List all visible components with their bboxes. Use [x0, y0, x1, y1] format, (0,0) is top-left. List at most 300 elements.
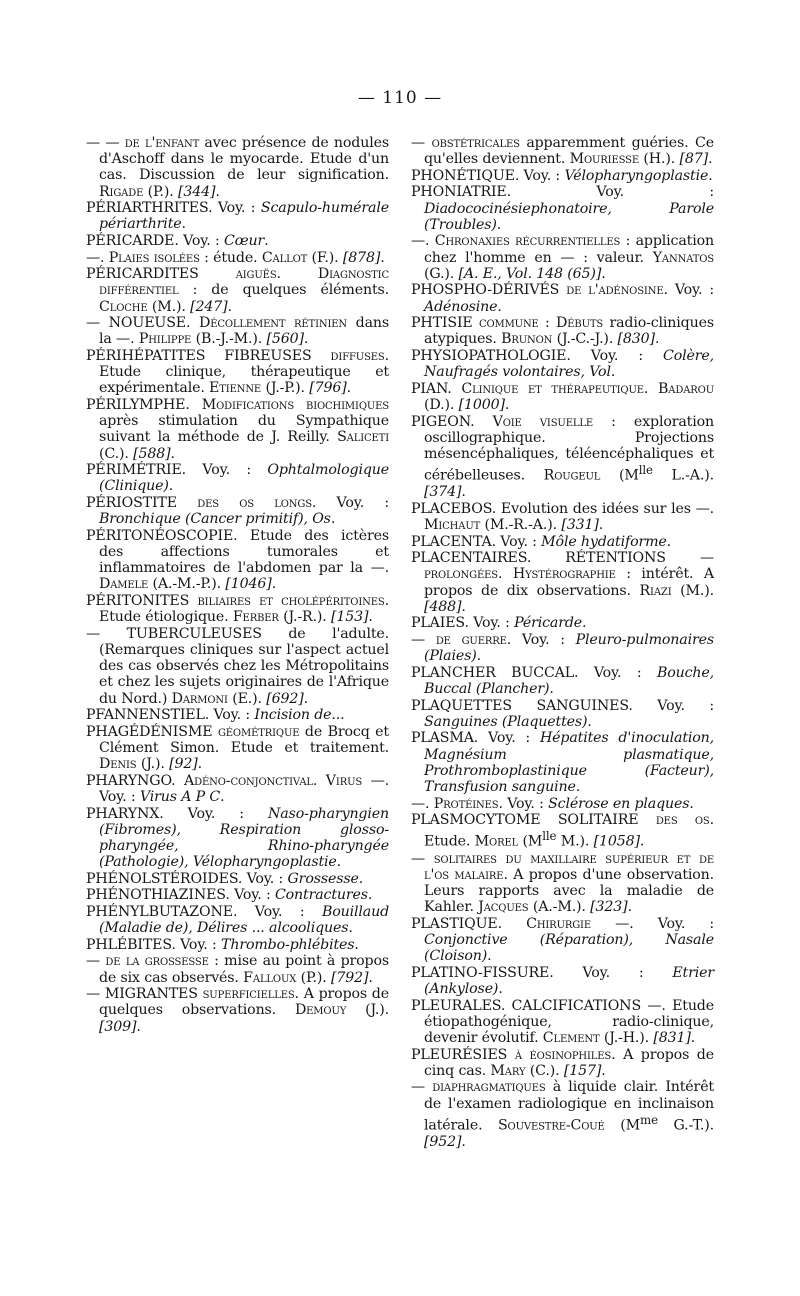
entry-text: . — [367, 887, 373, 904]
entry-text: . — [666, 533, 672, 550]
entry-text: PÉRICARDITES — [86, 266, 236, 283]
entry-text: Chirurgie — [526, 915, 592, 932]
index-entry — [86, 397, 389, 462]
index-entry — [411, 615, 714, 631]
entry-reference: Môle hydatiforme — [541, 533, 667, 550]
entry-reference: [952] — [424, 1133, 462, 1150]
entry-text: PLAQUETTES SANGUINES. Voy. : — [411, 697, 714, 714]
entry-text: . Voy. : — [506, 631, 576, 648]
index-entry — [411, 135, 714, 167]
entry-text: me — [640, 1112, 658, 1127]
index-entry — [86, 348, 389, 397]
entry-text: . — [575, 778, 581, 795]
entry-text: . — [181, 216, 186, 233]
entry-reference: Grossesse — [287, 870, 359, 887]
entry-text: (M.-R.-A.). — [480, 516, 562, 533]
entry-text: PHONÉTIQUE. Voy. : — [411, 167, 565, 184]
entry-text: (M.). — [147, 298, 191, 315]
entry-reference: Cœur — [223, 233, 265, 249]
entry-reference: [488] — [424, 598, 462, 615]
entry-text: — — [411, 850, 434, 867]
entry-text: PHÉNOTHIAZINES. Voy. : — [86, 887, 275, 904]
entry-text: Mary — [490, 1062, 526, 1079]
index-entry — [86, 266, 389, 315]
entry-text: (P.). — [296, 969, 331, 986]
entry-reference: [692] — [266, 690, 304, 707]
entry-text: Darmoni — [171, 690, 228, 707]
entry-text: Protéines — [433, 795, 499, 812]
entry-text: (H.). — [639, 151, 680, 168]
index-entry — [86, 315, 389, 347]
index-entry — [86, 724, 389, 773]
entry-text: —. — [411, 233, 435, 250]
entry-reference: Pleuro-pulmonaires (Plaies) — [424, 631, 714, 665]
entry-reference: [309] — [99, 1018, 137, 1035]
index-entry — [86, 528, 389, 593]
index-entry — [411, 1079, 714, 1150]
entry-text: . A propos de quelques observations. — [99, 986, 389, 1019]
entry-text: (C.). — [99, 445, 134, 462]
entry-text: (B.-J.-M.). — [191, 331, 267, 348]
index-entry — [411, 282, 714, 314]
entry-text: . — [220, 788, 225, 805]
entry-text: lle — [638, 463, 653, 478]
entry-reference: [247] — [190, 298, 228, 315]
entry-text: — — [86, 953, 106, 970]
entry-text: . — [227, 298, 232, 315]
entry-text: —. — [411, 795, 434, 812]
entry-text: PIGEON. — [411, 413, 493, 430]
entry-text: . — [461, 1133, 466, 1150]
index-entry — [86, 773, 389, 805]
entry-reference: [157] — [563, 1062, 602, 1079]
entry-text: —. — [86, 249, 109, 266]
entry-reference: Bouche, Buccal (Plancher) — [424, 664, 714, 697]
entry-reference: [560] — [266, 331, 304, 348]
entry-text: Adéno-conjonctival. Virus — [184, 772, 363, 789]
entry-text: . A propos d'une observation. Leurs rapports avec la maladie de Kahler. — [424, 866, 714, 916]
index-entry — [411, 414, 714, 501]
entry-text: (A.-M.). — [528, 899, 591, 916]
index-entry — [411, 550, 714, 615]
index-entry — [86, 806, 389, 871]
entry-text: de Brocq et Clément Simon. Etude et traitement. — [99, 723, 389, 756]
entry-text: Etienne — [209, 380, 262, 397]
entry-text: des os longs — [197, 494, 312, 511]
entry-text: . — [303, 690, 309, 707]
entry-text: . A propos de cinq cas. — [424, 1046, 714, 1079]
entry-text: Riazi — [639, 582, 672, 599]
entry-text: . — [582, 615, 587, 632]
entry-text: de guerre — [435, 631, 507, 648]
entry-text: G.-T.). — [657, 1117, 714, 1134]
entry-text: à éosinophiles — [514, 1046, 612, 1063]
entry-text: Plaies isolées — [108, 249, 200, 266]
entry-text: : exploration oscillographique. Projections mésencéphaliques, téléencéphaliques et cérébelleuses. — [424, 413, 714, 484]
entry-text: PLASMOCYTOME SOLITAIRE — [411, 812, 656, 829]
entry-text: Cloche — [99, 298, 148, 315]
entry-text: Mouriesse — [569, 151, 640, 168]
entry-text: PÉRIHÉPATITES FIBREUSES — [86, 347, 331, 364]
entry-text: . — [598, 516, 604, 533]
index-entry — [86, 887, 389, 903]
entry-reference: [588] — [133, 445, 171, 462]
entry-text: PLACENTAIRES. RÉTENTIONS — — [411, 550, 714, 567]
entry-text: . — [690, 1030, 696, 1047]
entry-text: Décollement rétinien — [198, 315, 348, 332]
index-entry — [411, 168, 714, 184]
entry-text: . Voy. : — [663, 282, 714, 299]
entry-text: PLAIES. Voy. : — [411, 615, 515, 632]
entry-text: PHARYNGO. — [86, 772, 185, 789]
right-column — [411, 135, 714, 1150]
entry-reference: Vélopharyngoplastie — [564, 167, 709, 184]
entry-reference: Etrier (Ankylose) — [424, 964, 714, 998]
entry-text: . — [504, 396, 510, 413]
index-entry — [411, 730, 714, 795]
entry-text: . — [498, 981, 503, 998]
entry-text: (M.). — [671, 582, 714, 599]
entry-text: Jacques — [478, 899, 529, 916]
entry-text: de l'enfant — [124, 135, 200, 151]
entry-reference: Incision de... — [254, 707, 345, 724]
entry-text: . — [358, 870, 364, 887]
entry-text: L.-A.). — [652, 467, 714, 484]
entry-text: Souvestre-Coué — [497, 1117, 605, 1134]
entry-text: — — — [86, 135, 125, 151]
entry-text: PLASTIQUE. — [411, 915, 527, 932]
entry-text: . — [497, 298, 502, 315]
entry-text: obstétricales — [431, 135, 520, 151]
entry-text: . — [368, 969, 373, 986]
entry-text: (J.). — [136, 756, 170, 773]
index-entry — [411, 812, 714, 850]
entry-reference: Virus A P C — [139, 788, 221, 805]
entry-reference: [92] — [169, 756, 198, 773]
entry-reference: [878] — [342, 249, 381, 266]
entry-text: . — [461, 598, 466, 615]
entry-text: biliaires et cholépéritoines — [197, 592, 385, 609]
entry-text: (G.). — [424, 265, 459, 282]
entry-text: : intérêt. A propos de dix observations. — [424, 566, 714, 599]
entry-text: PLASMA. Voy. : — [411, 730, 540, 747]
entry-text: PHARYNX. Voy. : — [86, 805, 268, 822]
entry-text: PHONIATRIE. Voy. : — [411, 184, 714, 201]
index-entry — [411, 348, 714, 380]
index-entry — [86, 200, 389, 232]
entry-text: Falloux — [243, 969, 297, 986]
entry-text: (M — [518, 834, 543, 851]
entry-text: PHÉNYLBUTAZONE. Voy. : — [86, 903, 322, 920]
entry-reference: [A. E., Vol. 148 (65)] — [458, 265, 602, 282]
entry-text: Brunon — [501, 331, 553, 348]
entry-reference: Scapulo-humérale périarthrite — [99, 200, 389, 233]
entry-text: . Voy. : — [498, 795, 549, 812]
entry-text: diffuses — [330, 347, 385, 364]
entry-text: (J.-H.). — [599, 1030, 654, 1047]
index-entry — [411, 998, 714, 1047]
entry-reference: Bronchique (Cancer primitif), Os — [99, 511, 331, 528]
entry-reference: [344] — [178, 183, 216, 200]
entry-text: avec présence de nodules d'Aschoff dans le myocarde. Etude d'un cas. Discussion de leur signification. — [99, 135, 389, 184]
entry-text: : mise au point à propos de six cas observés. — [99, 953, 389, 986]
entry-reference: Conjonctive (Réparation), Nasale (Cloison) — [424, 932, 714, 965]
entry-text: Demouy — [294, 1002, 347, 1019]
page-number: — 110 — — [357, 88, 443, 108]
entry-text: Rougeul — [543, 467, 601, 484]
entry-text: . Etude. — [424, 812, 715, 851]
entry-text: . — [549, 680, 554, 697]
entry-text: . — [587, 713, 592, 730]
entry-text: . — [601, 1062, 606, 1079]
entry-text: (E.). — [227, 690, 267, 707]
entry-text: — — [411, 631, 436, 648]
index-entry — [411, 965, 714, 997]
entry-text: : application chez l'homme en — : valeur. — [424, 233, 714, 266]
entry-text: PÉRITONITES — [86, 592, 198, 609]
entry-text: . — [215, 183, 220, 200]
entry-reference: Péricarde — [514, 615, 583, 632]
entry-text: Morel — [474, 834, 519, 851]
entry-text: . — [264, 233, 269, 249]
entry-text: PIAN. — [411, 380, 462, 397]
index-entry — [411, 501, 714, 533]
entry-text: (J.). — [346, 1002, 389, 1019]
entry-text: . — [496, 216, 502, 233]
entry-text: . — [476, 648, 482, 665]
entry-text: . — [627, 899, 632, 916]
entry-text: . — [601, 265, 606, 282]
entry-text: . — [707, 151, 713, 168]
entry-text: solitaires du maxillaire supérieur et de l'os malaire — [424, 850, 714, 883]
entry-reference: Adénosine — [424, 298, 498, 315]
entry-reference: Sclérose en plaques — [548, 795, 690, 812]
entry-reference: Naso-pharyngien (Fibromes), Respiration glosso-pharyngée, Rhino-pharyngée (Pathologie), Vélopharyngoplastie — [99, 805, 389, 871]
entry-text: dans la —. — [99, 315, 390, 348]
entry-reference: [831] — [653, 1030, 691, 1047]
entry-reference: [87] — [679, 151, 708, 168]
index-entry — [411, 534, 714, 550]
entry-text: . Etude clinique, thérapeutique et expérimentale. — [99, 347, 389, 397]
entry-text: (C.). — [525, 1062, 564, 1079]
entry-reference: [331] — [561, 516, 599, 533]
entry-reference: [1058] — [593, 834, 640, 851]
entry-text: (A.-M.-P.). — [148, 576, 226, 593]
entry-text: des os — [655, 812, 710, 829]
entry-reference: [374] — [424, 484, 462, 501]
index-entry — [411, 315, 714, 347]
entry-text: Philippe — [138, 331, 192, 348]
entry-text: Modifications biochimiques — [201, 396, 389, 413]
entry-reference: Hépatites d'inoculation, Magnésium plasmatique, Prothromboplastinique (Facteur), Transfusion sanguine — [424, 730, 714, 795]
index-entry — [411, 916, 714, 965]
index-entry — [86, 986, 389, 1035]
index-entry — [86, 626, 389, 707]
entry-text: PHLÉBITES. Voy. : — [86, 936, 222, 953]
entry-text: (F.). — [307, 249, 343, 266]
entry-text: Rigade — [99, 183, 144, 200]
entry-text: (M — [604, 1117, 641, 1134]
entry-text: Yannatos — [652, 249, 714, 266]
entry-text: (J.-C.-J.). — [552, 331, 618, 348]
entry-reference: Diadococinésiephonatoire, Parole (Troubles) — [424, 200, 714, 233]
entry-text: PHÉNOLSTÉROIDES. Voy. : — [86, 870, 288, 887]
entry-text: Ferber — [232, 609, 279, 626]
index-entry — [411, 851, 714, 916]
entry-text: —. Voy. : — [591, 915, 714, 932]
entry-text: PÉRIARTHRITES. Voy. : — [86, 200, 261, 217]
entry-text: . — [168, 478, 174, 495]
index-entry — [86, 953, 389, 985]
entry-text: . — [380, 249, 385, 266]
entry-reference: Ophtalmologique (Clinique) — [99, 462, 389, 495]
entry-text: PLEURÉSIES — [411, 1046, 515, 1063]
entry-text: prolongées. Hystérographie — [424, 566, 616, 583]
entry-text: . — [461, 484, 466, 501]
entry-text: PÉRICARDE. Voy. : — [86, 233, 224, 249]
entry-reference: Thrombo-phlébites — [221, 936, 355, 953]
index-entry — [86, 904, 389, 936]
entry-text: PHOSPHO-DÉRIVÉS — [411, 282, 567, 299]
index-entry — [411, 632, 714, 664]
entry-reference: [796] — [309, 380, 347, 397]
index-entry — [86, 937, 389, 953]
entry-text: Débuts — [556, 315, 604, 332]
entry-text: . — [610, 364, 616, 381]
entry-text: PÉRIOSTITE — [86, 494, 198, 511]
entry-text: . Voy. : — [311, 494, 389, 511]
entry-text: lle — [542, 829, 557, 844]
entry-text: de l'adénosine — [566, 282, 664, 299]
entry-text: commune — [478, 315, 539, 332]
entry-text: . — [708, 167, 713, 184]
entry-text: PLANCHER BUCCAL. Voy. : — [411, 664, 657, 681]
index-entry — [411, 796, 714, 812]
entry-reference: [323] — [590, 899, 628, 916]
entry-text: de la grossesse — [105, 953, 209, 970]
entry-text: . Etude étiologique. — [99, 592, 389, 626]
entry-text: géométrique — [217, 723, 300, 740]
entry-text: — NOUEUSE. — [86, 315, 199, 332]
entry-text: (J.-R.). — [278, 609, 331, 626]
entry-text: PHAGÉDÉNISME — [86, 723, 218, 740]
index-entry — [86, 233, 389, 249]
entry-text: — — [411, 1079, 433, 1096]
index-entry — [86, 135, 389, 200]
index-entry — [411, 698, 714, 730]
entry-text: . — [368, 609, 373, 626]
entry-text: Voie visuelle — [492, 413, 593, 430]
index-entry — [86, 462, 389, 494]
entry-text: (D.). — [424, 396, 459, 413]
entry-text: Saliceti — [337, 429, 389, 446]
entry-text: Chronaxies récurrentielles — [434, 233, 621, 250]
entry-reference: [792] — [330, 969, 369, 986]
entry-text: aiguës. Diagnostic différentiel — [99, 266, 389, 299]
entry-text: Clinique et thérapeutique. Badarou — [461, 380, 714, 397]
entry-text: PÉRITONÉOSCOPIE. Etude des ictères des affections tumorales et inflammatoires de l'abdomen par la —. — [86, 527, 389, 577]
entry-text: radio-cliniques atypiques. — [424, 315, 714, 348]
entry-text: PFANNENSTIEL. Voy. : — [86, 707, 255, 724]
entry-text: . — [487, 948, 492, 965]
entry-reference: Bouillaud (Maladie de), Délires ... alcooliques — [99, 903, 389, 937]
entry-text: . — [170, 445, 175, 462]
entry-text: . — [354, 936, 359, 953]
entry-text: Michaut — [424, 516, 481, 533]
entry-text: PLACENTA. Voy. : — [411, 533, 542, 550]
entry-text: : — [538, 315, 557, 332]
index-entry — [86, 707, 389, 723]
entry-text: — MIGRANTES — [86, 986, 203, 1003]
index-entry — [411, 665, 714, 697]
index-entry — [86, 871, 389, 887]
entry-text: (P.). — [143, 183, 178, 200]
entry-text: PÉRILYMPHE. — [86, 396, 202, 413]
entry-reference: Colère, Naufragés volontaires, Vol — [424, 347, 714, 381]
entry-text: : de quelques éléments. — [178, 282, 389, 299]
entry-text: diaphragmatiques — [432, 1079, 546, 1096]
index-entry — [411, 233, 714, 282]
entry-text: Callot — [261, 249, 308, 266]
entry-text: apparemment guéries. Ce qu'elles deviennent. — [424, 135, 714, 168]
entry-text: à liquide clair. Intérêt de l'examen radiologique en inclinaison latérale. — [424, 1079, 714, 1134]
entry-reference: [830] — [617, 331, 655, 348]
entry-text: . — [689, 795, 694, 812]
entry-text: PÉRIMÉTRIE. Voy. : — [86, 462, 268, 479]
entry-text: . — [654, 331, 660, 348]
entry-text: . — [330, 511, 336, 528]
entry-text: . — [336, 854, 342, 871]
index-entry — [86, 593, 389, 625]
entry-reference: Contractures — [274, 887, 368, 904]
entry-text: . — [271, 576, 277, 593]
index-entry — [411, 381, 714, 413]
entry-text: . — [303, 331, 309, 348]
entry-text: Denis — [99, 756, 137, 773]
index-entry — [411, 184, 714, 233]
entry-text: après stimulation du Sympathique suivant la méthode de J. Reilly. — [99, 413, 389, 446]
index-entry — [86, 495, 389, 527]
entry-text: — — [411, 135, 432, 151]
entry-text: . — [639, 834, 645, 851]
entry-text: PLATINO-FISSURE. Voy. : — [411, 964, 673, 981]
index-entry — [411, 1047, 714, 1079]
entry-text: PHYSIOPATHOLOGIE. Voy. : — [411, 347, 664, 364]
entry-text: superficielles — [202, 986, 295, 1003]
entry-text: : étude. — [199, 249, 262, 266]
entry-reference: Sanguines (Plaquettes) — [424, 713, 588, 730]
entry-reference: [1046] — [225, 576, 272, 593]
entry-text: . — [197, 756, 203, 773]
entry-text: PHTISIE — [411, 315, 479, 332]
entry-text: M.). — [556, 834, 594, 851]
entry-text: PLACEBOS. Evolution des idées sur les —. — [411, 500, 714, 517]
entry-text: . — [348, 920, 353, 937]
index-entry — [86, 250, 389, 266]
entry-text: (M — [600, 467, 639, 484]
entry-text: . — [346, 380, 352, 397]
entry-reference: [153] — [330, 609, 369, 626]
entry-text: Clement — [542, 1030, 600, 1047]
entry-text: PLEURALES. CALCIFICATIONS —. Etude étiopathogénique, radio-clinique, devenir évolutif. — [411, 997, 714, 1047]
entry-text: (J.-P.). — [261, 380, 310, 397]
entry-text: . — [136, 1018, 141, 1035]
entry-text: —. Voy. : — [99, 772, 390, 805]
entry-reference: [1000] — [458, 396, 505, 413]
entry-text: — TUBERCULEUSES de l'adulte. (Remarques cliniques sur l'aspect actuel des cas observés chez les Métropolitains et chez les sujets originaires de l'Afrique du Nord.) — [86, 625, 389, 707]
entry-text: Damele — [99, 576, 149, 593]
left-column — [86, 135, 389, 1035]
